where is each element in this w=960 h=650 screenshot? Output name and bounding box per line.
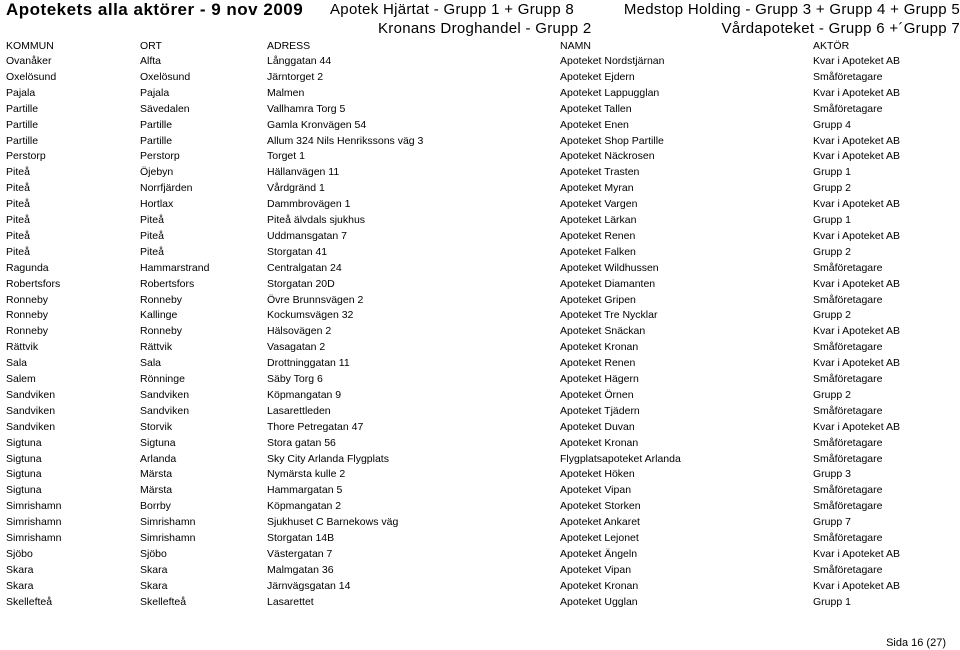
group-legend-line-2 — [330, 19, 960, 38]
adress-cell: Kockumsvägen 32 — [267, 309, 354, 322]
kommun-cell: Sigtuna — [6, 484, 42, 497]
kommun-cell: Partille — [6, 118, 39, 131]
ort-cell: Skara — [140, 579, 168, 592]
adress-cell: Nymärsta kulle 2 — [267, 468, 346, 481]
namn-cell: Apoteket Shop Partille — [560, 134, 664, 147]
adress-cell: Järntorget 2 — [267, 70, 324, 83]
namn-cell: Apoteket Tallen — [560, 102, 632, 115]
table-row — [0, 196, 960, 212]
table-row — [0, 371, 960, 387]
adress-cell: Övre Brunnsvägen 2 — [267, 293, 364, 306]
aktor-cell: Småföretagare — [813, 452, 883, 465]
group-legend-item: Vårdapoteket - Grupp 6 +´Grupp 7 — [721, 20, 960, 37]
ort-cell: Märsta — [140, 484, 173, 497]
document-title: Apotekets alla aktörer - 9 nov 2009 — [6, 0, 304, 19]
kommun-cell: Oxelösund — [6, 70, 57, 83]
table-row — [0, 244, 960, 260]
aktor-cell: Småföretagare — [813, 500, 883, 513]
namn-cell: Apoteket Örnen — [560, 388, 634, 401]
namn-cell: Apoteket Renen — [560, 229, 636, 242]
namn-cell: Apoteket Gripen — [560, 293, 636, 306]
kommun-cell: Piteå — [6, 245, 30, 258]
namn-cell: Apoteket Ängeln — [560, 547, 638, 560]
table-row — [0, 435, 960, 451]
namn-cell: Apoteket Falken — [560, 245, 636, 258]
ort-cell: Skellefteå — [140, 595, 187, 608]
aktor-cell: Kvar i Apoteket AB — [813, 134, 900, 147]
namn-cell: Apoteket Diamanten — [560, 277, 656, 290]
kommun-cell: Sigtuna — [6, 436, 42, 449]
adress-cell: Vasagatan 2 — [267, 341, 326, 354]
aktor-cell: Småföretagare — [813, 373, 883, 385]
aktor-cell: Kvar i Apoteket AB — [813, 55, 900, 67]
aktor-cell: Kvar i Apoteket AB — [813, 86, 900, 99]
aktor-cell: Grupp 2 — [813, 182, 851, 195]
namn-cell: Apoteket Lärkan — [560, 214, 637, 226]
table-row — [0, 69, 960, 85]
aktor-cell: Kvar i Apoteket AB — [813, 420, 900, 433]
group-legend-item: Kronans Droghandel - Grupp 2 — [378, 20, 592, 37]
kommun-cell: Simrishamn — [6, 516, 62, 529]
aktor-cell: Grupp 4 — [813, 118, 851, 131]
ort-cell: Piteå — [140, 214, 164, 226]
ort-cell: Sandviken — [140, 404, 190, 417]
adress-cell: Vårdgränd 1 — [267, 182, 325, 195]
adress-cell: Hammargatan 5 — [267, 484, 343, 497]
kommun-cell: Skellefteå — [6, 595, 53, 608]
adress-cell: Gamla Kronvägen 54 — [267, 118, 367, 131]
ort-cell: Piteå — [140, 245, 164, 258]
table-row — [0, 133, 960, 149]
table-row — [0, 482, 960, 498]
adress-cell: Dammbrovägen 1 — [267, 198, 351, 211]
adress-cell: Uddmansgatan 7 — [267, 229, 347, 242]
column-header-row — [0, 38, 960, 54]
aktor-cell: Grupp 2 — [813, 388, 851, 401]
ort-cell: Arlanda — [140, 452, 177, 465]
adress-cell: Sjukhuset C Barnekows väg — [267, 516, 399, 529]
adress-cell: Säby Torg 6 — [267, 373, 323, 385]
ort-cell: Sävedalen — [140, 102, 190, 115]
table-row — [0, 562, 960, 578]
table-row — [0, 355, 960, 371]
table-row — [0, 276, 960, 292]
kommun-cell: Partille — [6, 102, 39, 115]
ort-cell: Sandviken — [140, 388, 190, 401]
aktor-cell: Småföretagare — [813, 293, 883, 306]
kommun-cell: Piteå — [6, 214, 30, 226]
kommun-cell: Sjöbo — [6, 547, 33, 560]
page-number: Sida 16 (27) — [886, 637, 946, 649]
aktor-cell: Kvar i Apoteket AB — [813, 277, 900, 290]
adress-cell: Långgatan 44 — [267, 55, 332, 67]
aktor-cell: Småföretagare — [813, 261, 883, 274]
ort-cell: Skara — [140, 563, 168, 576]
namn-cell: Apoteket Tjädern — [560, 404, 640, 417]
aktor-cell: Grupp 1 — [813, 595, 851, 608]
table-row — [0, 451, 960, 467]
table-row — [0, 323, 960, 339]
group-legend-item: Apotek Hjärtat - Grupp 1 + Grupp 8 — [330, 1, 575, 18]
table-row — [0, 530, 960, 546]
adress-cell: Drottninggatan 11 — [267, 357, 350, 370]
group-legend-item: Medstop Holding - Grupp 3 + Grupp 4 + Grupp 5 — [623, 1, 960, 18]
namn-cell: Apoteket Myran — [560, 182, 634, 195]
adress-cell: Allum 324 Nils Henrikssons väg 3 — [267, 134, 424, 147]
adress-cell: Lasarettleden — [267, 404, 331, 417]
namn-cell: Apoteket Hägern — [560, 373, 639, 385]
adress-cell: Köpmangatan 2 — [267, 500, 342, 513]
ort-cell: Ronneby — [140, 293, 183, 306]
namn-cell: Apoteket Snäckan — [560, 325, 646, 338]
namn-cell: Apoteket Ugglan — [560, 595, 638, 608]
kommun-cell: Skara — [6, 563, 34, 576]
ort-cell: Piteå — [140, 229, 164, 242]
namn-cell: Apoteket Kronan — [560, 341, 639, 354]
namn-cell: Apoteket Kronan — [560, 579, 639, 592]
ort-cell: Ronneby — [140, 325, 183, 338]
table-row — [0, 228, 960, 244]
ort-cell: Rönninge — [140, 373, 185, 385]
group-legend — [330, 0, 960, 38]
namn-cell: Apoteket Tre Nycklar — [560, 309, 658, 322]
namn-cell: Apoteket Vipan — [560, 484, 632, 497]
ort-cell: Oxelösund — [140, 70, 191, 83]
namn-cell: Apoteket Trasten — [560, 166, 640, 179]
ort-cell: Simrishamn — [140, 516, 196, 529]
aktor-cell: Småföretagare — [813, 484, 883, 497]
aktor-cell: Småföretagare — [813, 532, 883, 544]
table-row — [0, 546, 960, 562]
kommun-cell: Piteå — [6, 166, 30, 179]
table-row — [0, 498, 960, 514]
column-header-aktor: AKTÖR — [813, 40, 850, 52]
kommun-cell: Sandviken — [6, 420, 56, 433]
ort-cell: Sala — [140, 357, 162, 370]
aktor-cell: Småföretagare — [813, 436, 883, 449]
table-row — [0, 85, 960, 101]
ort-cell: Simrishamn — [140, 532, 196, 544]
namn-cell: Apoteket Vipan — [560, 563, 632, 576]
adress-cell: Vallhamra Torg 5 — [267, 102, 346, 115]
aktor-cell: Grupp 2 — [813, 309, 851, 322]
adress-cell: Hälsovägen 2 — [267, 325, 332, 338]
table-row — [0, 101, 960, 117]
kommun-cell: Ronneby — [6, 293, 49, 306]
column-header-namn: NAMN — [560, 40, 591, 52]
adress-cell: Lasarettet — [267, 595, 314, 608]
aktor-cell: Småföretagare — [813, 563, 883, 576]
ort-cell: Hammarstrand — [140, 261, 210, 274]
kommun-cell: Partille — [6, 134, 39, 147]
aktor-cell: Kvar i Apoteket AB — [813, 150, 900, 163]
adress-cell: Köpmangatan 9 — [267, 388, 342, 401]
ort-cell: Sigtuna — [140, 436, 176, 449]
namn-cell: Apoteket Renen — [560, 357, 636, 370]
group-legend-line-1 — [330, 0, 960, 19]
namn-cell: Apoteket Vargen — [560, 198, 638, 211]
table-row — [0, 307, 960, 323]
namn-cell: Apoteket Ejdern — [560, 70, 635, 83]
table-row — [0, 164, 960, 180]
namn-cell: Apoteket Storken — [560, 500, 641, 513]
kommun-cell: Salem — [6, 373, 36, 385]
ort-cell: Storvik — [140, 420, 173, 433]
namn-cell: Apoteket Wildhussen — [560, 261, 659, 274]
adress-cell: Storgatan 20D — [267, 277, 335, 290]
ort-cell: Öjebyn — [140, 166, 174, 179]
aktor-cell: Kvar i Apoteket AB — [813, 229, 900, 242]
namn-cell: Apoteket Lejonet — [560, 532, 639, 544]
ort-cell: Partille — [140, 118, 173, 131]
adress-cell: Malmen — [267, 86, 305, 99]
namn-cell: Apoteket Enen — [560, 118, 629, 131]
ort-cell: Sjöbo — [140, 547, 167, 560]
kommun-cell: Sigtuna — [6, 468, 42, 481]
ort-cell: Märsta — [140, 468, 173, 481]
adress-cell: Storgatan 41 — [267, 245, 328, 258]
kommun-cell: Sala — [6, 357, 28, 370]
table-row — [0, 419, 960, 435]
adress-cell: Järnvägsgatan 14 — [267, 579, 351, 592]
adress-cell: Storgatan 14B — [267, 532, 335, 544]
adress-cell: Thore Petregatan 47 — [267, 420, 364, 433]
table-row — [0, 260, 960, 276]
adress-cell: Torget 1 — [267, 150, 305, 163]
kommun-cell: Pajala — [6, 86, 36, 99]
aktor-cell: Kvar i Apoteket AB — [813, 357, 900, 370]
table-row — [0, 403, 960, 419]
kommun-cell: Simrishamn — [6, 532, 62, 544]
kommun-cell: Ronneby — [6, 325, 49, 338]
kommun-cell: Ragunda — [6, 261, 49, 274]
aktor-cell: Kvar i Apoteket AB — [813, 579, 900, 592]
adress-cell: Stora gatan 56 — [267, 436, 336, 449]
namn-cell: Apoteket Ankaret — [560, 516, 640, 529]
kommun-cell: Sigtuna — [6, 452, 42, 465]
column-header-adress: ADRESS — [267, 40, 311, 52]
adress-cell: Malmgatan 36 — [267, 563, 334, 576]
kommun-cell: Perstorp — [6, 150, 46, 163]
table-row — [0, 578, 960, 594]
aktor-cell: Småföretagare — [813, 404, 883, 417]
ort-cell: Alfta — [140, 55, 162, 67]
aktor-cell: Grupp 2 — [813, 245, 851, 258]
column-header-kommun: KOMMUN — [6, 40, 54, 52]
adress-cell: Hällanvägen 11 — [267, 166, 340, 179]
ort-cell: Kallinge — [140, 309, 178, 322]
ort-cell: Norrfjärden — [140, 182, 193, 195]
namn-cell: Flygplatsapoteket Arlanda — [560, 452, 681, 465]
table-row — [0, 180, 960, 196]
table-row — [0, 117, 960, 133]
kommun-cell: Rättvik — [6, 341, 39, 354]
adress-cell: Sky City Arlanda Flygplats — [267, 452, 389, 465]
ort-cell: Perstorp — [140, 150, 180, 163]
kommun-cell: Piteå — [6, 229, 30, 242]
ort-cell: Borrby — [140, 500, 171, 513]
aktor-cell: Kvar i Apoteket AB — [813, 198, 900, 211]
adress-cell: Västergatan 7 — [267, 547, 333, 560]
kommun-cell: Simrishamn — [6, 500, 62, 513]
namn-cell: Apoteket Nordstjärnan — [560, 55, 665, 67]
namn-cell: Apoteket Lappugglan — [560, 86, 660, 99]
namn-cell: Apoteket Duvan — [560, 420, 635, 433]
table-row — [0, 387, 960, 403]
kommun-cell: Ovanåker — [6, 55, 52, 67]
ort-cell: Rättvik — [140, 341, 173, 354]
table-row — [0, 594, 960, 610]
aktor-cell: Grupp 1 — [813, 166, 851, 179]
table-row — [0, 212, 960, 228]
kommun-cell: Sandviken — [6, 404, 56, 417]
kommun-cell: Sandviken — [6, 388, 56, 401]
aktor-cell: Kvar i Apoteket AB — [813, 325, 900, 338]
kommun-cell: Piteå — [6, 198, 30, 211]
aktor-cell: Småföretagare — [813, 70, 883, 83]
aktor-cell: Grupp 7 — [813, 516, 851, 529]
adress-cell: Centralgatan 24 — [267, 261, 342, 274]
table-row — [0, 514, 960, 530]
table-row — [0, 292, 960, 308]
ort-cell: Pajala — [140, 86, 170, 99]
table-row — [0, 148, 960, 164]
namn-cell: Apoteket Kronan — [560, 436, 639, 449]
ort-cell: Robertsfors — [140, 277, 195, 290]
adress-cell: Piteå älvdals sjukhus — [267, 214, 366, 226]
column-header-ort: ORT — [140, 40, 162, 52]
table-row — [0, 466, 960, 482]
aktor-cell: Småföretagare — [813, 102, 883, 115]
ort-cell: Hortlax — [140, 198, 174, 211]
table-row — [0, 339, 960, 355]
kommun-cell: Ronneby — [6, 309, 49, 322]
namn-cell: Apoteket Höken — [560, 468, 635, 481]
kommun-cell: Skara — [6, 579, 34, 592]
namn-cell: Apoteket Näckrosen — [560, 150, 655, 163]
kommun-cell: Robertsfors — [6, 277, 61, 290]
aktor-cell: Grupp 1 — [813, 214, 851, 226]
aktor-cell: Grupp 3 — [813, 468, 851, 481]
ort-cell: Partille — [140, 134, 173, 147]
aktor-cell: Kvar i Apoteket AB — [813, 547, 900, 560]
aktor-cell: Småföretagare — [813, 341, 883, 354]
table-row — [0, 53, 960, 69]
kommun-cell: Piteå — [6, 182, 30, 195]
